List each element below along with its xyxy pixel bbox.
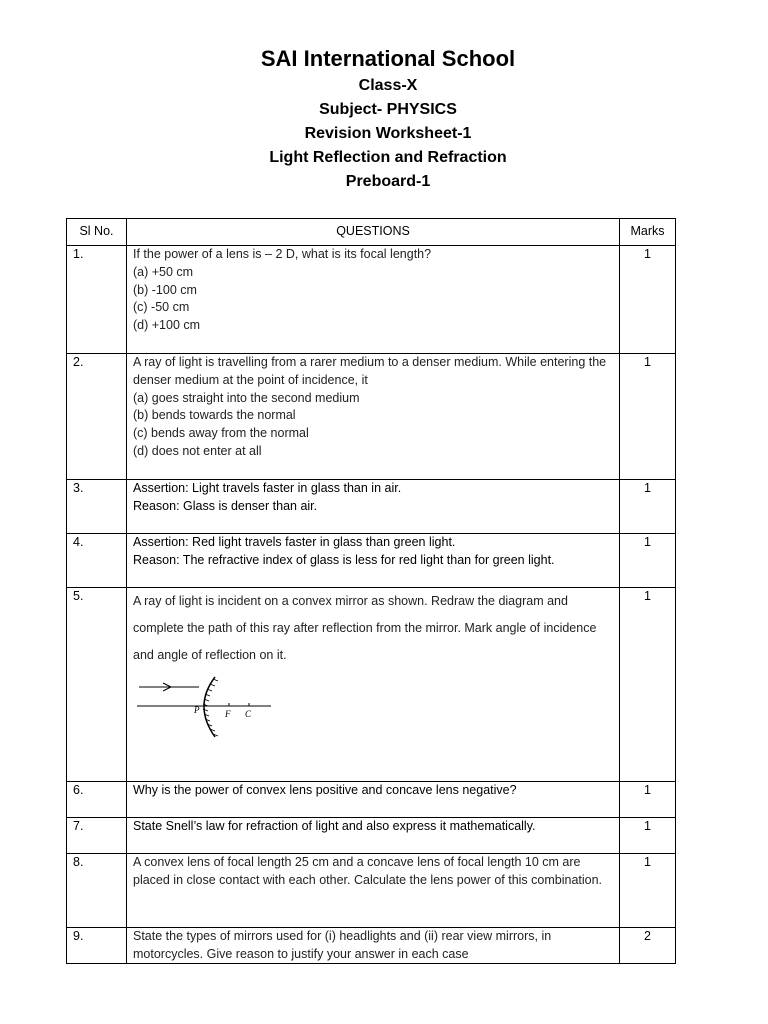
reason-text: Reason: The refractive index of glass is less for red light than for green light. [133, 552, 555, 567]
option-c: (c) bends away from the normal [133, 426, 309, 441]
option-c: (c) -50 cm [133, 300, 190, 315]
question-text: If the power of a lens is – 2 D, what is its focal length? [133, 247, 432, 261]
row-question [127, 588, 620, 782]
row-marks: 1 [620, 480, 676, 534]
row-sl: 7. [67, 817, 127, 853]
table-row [67, 246, 676, 354]
questions-table [66, 218, 676, 964]
option-d: (d) does not enter at all [133, 443, 262, 458]
row-sl: 5. [67, 588, 127, 782]
row-question [127, 480, 620, 534]
option-b: (b) bends towards the normal [133, 408, 296, 423]
table-row [67, 781, 676, 817]
row-marks: 1 [620, 853, 676, 927]
row-marks: 1 [620, 817, 676, 853]
option-d: (d) +100 cm [133, 318, 201, 333]
row-sl: 2. [67, 354, 127, 480]
row-question: State the types of mirrors used for (i) headlights and (ii) rear view mirrors, in motorcycles. Give reason to justify your answer in each case [127, 927, 620, 964]
row-question: A convex lens of focal length 25 cm and a concave lens of focal length 10 cm are placed in close contact with each other. Calculate the lens power of this combination. [127, 853, 620, 927]
table-row [67, 817, 676, 853]
question-text: A ray of light is incident on a convex mirror as shown. Redraw the diagram and complete the path of this ray after reflection from the mirror. Mark angle of incidence and angle of reflection on it. [133, 594, 597, 662]
focus-label: F [225, 709, 231, 719]
worksheet-header [0, 44, 768, 194]
row-sl: 9. [67, 927, 127, 964]
worksheet-line: Revision Worksheet-1 [304, 125, 472, 142]
table-row [67, 588, 676, 782]
row-marks: 1 [620, 246, 676, 354]
option-a: (a) +50 cm [133, 264, 194, 279]
convex-mirror-diagram [133, 675, 283, 775]
header-questions: QUESTIONS [127, 219, 620, 246]
table-row [67, 853, 676, 927]
row-question: State Snell’s law for refraction of light and also express it mathematically. [127, 817, 620, 853]
table-row [67, 354, 676, 480]
exam-line: Preboard-1 [345, 173, 431, 190]
table-row [67, 480, 676, 534]
reason-text: Reason: Glass is denser than air. [133, 498, 318, 513]
table-row [67, 927, 676, 964]
subject-line: Subject- PHYSICS [319, 101, 457, 118]
header-sl-no: Sl No. [67, 219, 127, 246]
class-line: Class-X [358, 77, 418, 94]
row-marks: 1 [620, 534, 676, 588]
school-name: SAI International School [260, 46, 516, 71]
pole-label: P [194, 705, 200, 715]
row-sl: 6. [67, 781, 127, 817]
question-text: A ray of light is travelling from a rarer medium to a denser medium. While entering the denser medium at the point of incidence, it [133, 355, 607, 387]
row-question: Why is the power of convex lens positive and concave lens negative? [127, 781, 620, 817]
row-sl: 4. [67, 534, 127, 588]
row-question [127, 246, 620, 354]
centre-label: C [245, 709, 252, 719]
row-marks: 1 [620, 354, 676, 480]
row-question [127, 534, 620, 588]
topic-line: Light Reflection and Refraction [269, 149, 507, 166]
assertion-text: Assertion: Light travels faster in glass than in air. [133, 481, 402, 495]
convex-mirror [204, 677, 215, 737]
row-sl: 1. [67, 246, 127, 354]
table-row [67, 534, 676, 588]
row-question [127, 354, 620, 480]
table-header-row [67, 219, 676, 246]
row-marks: 2 [620, 927, 676, 964]
row-marks: 1 [620, 588, 676, 782]
mirror-hatching [203, 679, 218, 736]
option-b: (b) -100 cm [133, 282, 197, 297]
row-marks: 1 [620, 781, 676, 817]
assertion-text: Assertion: Red light travels faster in glass than green light. [133, 535, 456, 549]
option-a: (a) goes straight into the second medium [133, 390, 360, 405]
row-sl: 3. [67, 480, 127, 534]
header-marks: Marks [620, 219, 676, 246]
row-sl: 8. [67, 853, 127, 927]
